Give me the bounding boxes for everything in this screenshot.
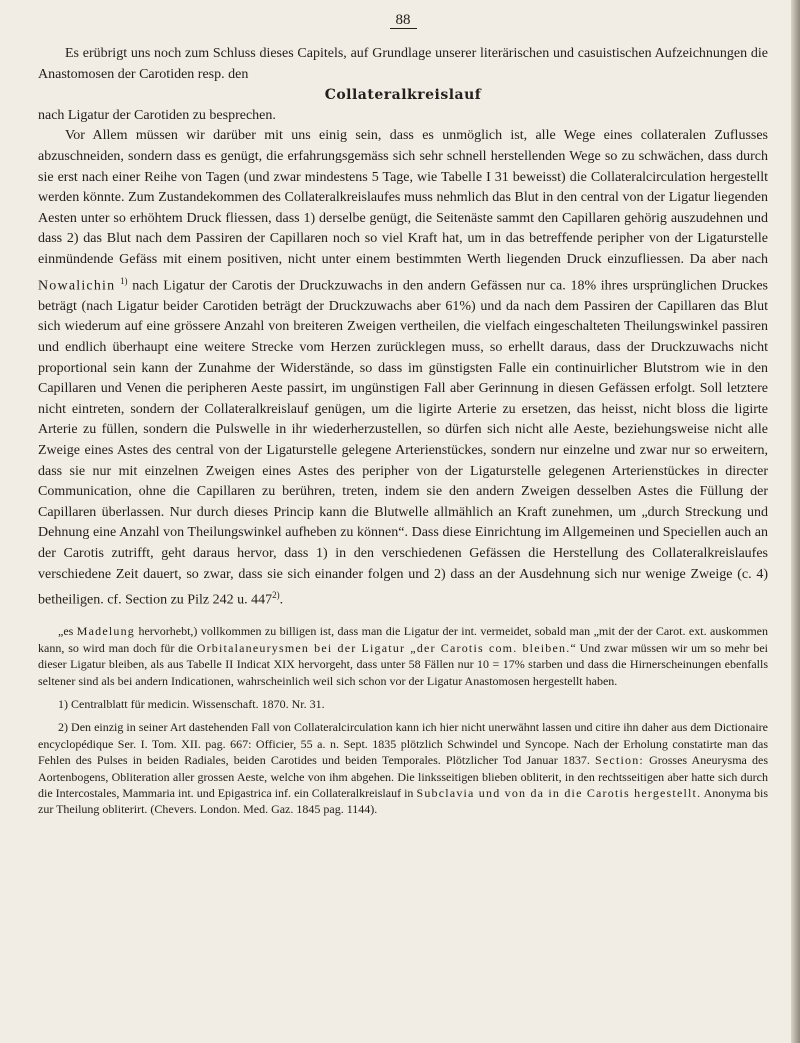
author-madelung: Madelung (76, 624, 136, 639)
footnote-2-p3: Anonyma bis zur Theilung obliterirt. (Chevers. London. Med. Gaz. 1845 pag. 1144). (38, 786, 769, 817)
footnote-continuation-p1: „es (58, 624, 77, 639)
footnote-2-spaced: Subclavia und von da in die Carotis hergestellt. (416, 786, 702, 800)
main-paragraph-part2: nach Ligatur der Carotis der Druckzuwachs in den andern Gefässen nur ca. 18% ihres ursprünglichen Druckes beträgt (nach Ligatur beider Carotiden beträgt der Druckzuwachs aber 61%) und da nach dem Passiren der Capillaren das Blut sich wiederum auf eine grössere Anzahl von breiteren Zweigen vertheilen, die vielfach eingeschalteten Theilungswinkel passiren und endlich überhaupt eine weitere Strecke vom Herzen zurücklegen muss, so erhellt daraus, dass der Druckzuwachs nicht proportional sein kann der Zunahme der Widerstände, so dass im günstigsten Falle ein continuirlicher Blutstrom wie in den Capillaren und Venen die peripheren Aeste passirt, im ungünstigen Fall aber Gerinnung in diesen Gefässen erfolgt. Soll letztere nicht eintreten, sondern der Collateralkreislauf genügen, um die ligirte Arterie zu ersetzen, das heisst, nicht bloss die ligirte Arterie zu füllen, sondern die Pulswelle in ihr wiederherzustellen, so dürfen sich nicht alle Aeste, beziehungsweise nicht alle Zweige eines Astes des central von der Ligaturstelle gelegene Arterienstückes, sondern nur einzelne und zwar nur so erweitern, dass sie nur mit einzelnen Zweigen eines Astes des peripher von der Ligaturstelle gelegenen Arterienstückes in directer Communication, ohne die Capillaren zu berühren, treten, indem sie den andern Zweigen desselben Astes die Füllung der Capillaren überlassen. Nur durch dieses Princip kann die Blutwelle allmählich an Kraft zunehmen, um „durch Streckung und Dehnung eine Anzahl von Theilungswinkel aufheben zu können“. Dass diese Einrichtung im Allgemeinen und Speciellen auch an der Carotis zutrifft, geht daraus hervor, dass 1) in den verschiedenen Gefässen die Herstellung des Collateralkreislaufes verschiedene Zeit dauert, so zwar, dass sie sich einander folgen und 2) dass an der Ausdehnung sich nur wenige Zweige (c. 4) betheiligen. cf. Section zu Pilz 242 u. 447 (38, 278, 768, 608)
footnote-continuation-p3: “ Und zwar müssen wir um so mehr bei dieser Ligatur bleiben, als aus Tabelle II Indicat XIX hervorgeht, dass unter 58 Fällen nur 10 = 17% starben und dass die Hirnerscheinungen ebenfalls seltener sind als bei andern Indicationen, wahrscheinlich weil sich schon vor der Ligatur Anastomosen hergestellt haben. (38, 640, 768, 688)
author-nowalichin: Nowalichin (38, 278, 116, 294)
main-paragraph (38, 126, 768, 611)
footnote-ref-2: 2) (272, 590, 280, 601)
footnote-continuation-p2: hervorhebt,) vollkommen zu billigen ist, dass man die Ligatur der int. vermeidet, sobald man „mit der der Carot. ext. auskommen kann, so wird man doch für die (38, 624, 768, 655)
footnote-2 (38, 719, 768, 817)
section-heading: Collateralkreislauf (324, 87, 482, 104)
main-paragraph-end: . (279, 592, 284, 608)
footnote-1: 1) Centralblatt für medicin. Wissenschaft. 1870. Nr. 31. (58, 696, 325, 711)
footnote-ref-1: 1) (120, 275, 128, 286)
footnote-2-p2: Grosses Aneurysma des Aortenbogens, Obliteration aller grossen Aeste, welche von ihm abgehen. Die linksseitigen blieben obliterit, in den rechtsseitigen aber hatte sich durch die Intercostales, Mammaria int. und Epigastrica inf. ein Collateralkreislauf in (38, 753, 768, 800)
main-text (38, 44, 768, 611)
footnote-2-p1: 2) Den einzig in seiner Art dastehenden Fall von Collateralcirculation kann ich hier nicht unerwähnt lassen und citire ihn daher aus dem Dictionaire encyclopédique Ser. I. Tom. XII. pag. 667: Officier, 55 a. n. Sept. 1835 plötzlich Schwindel und Syncope. Nach der Erholung constatirte man das Fehlen des Pulses in beiden Radiales, beiden Carotides und beiden Temporales. Plötzlicher Tod Januar 1837. (38, 720, 768, 768)
footnote-continuation (38, 623, 768, 689)
after-heading-text: nach Ligatur der Carotiden zu besprechen. (38, 107, 276, 123)
page-number (38, 10, 768, 30)
intro-paragraph: Es erübrigt uns noch zum Schluss dieses Capitels, auf Grundlage unserer literärischen und casuistischen Aufzeichnungen die Anastomosen der Carotiden resp. den (38, 46, 768, 82)
footnotes (38, 623, 768, 817)
footnote-continuation-spaced: Orbitalaneurysmen bei der Ligatur „der Carotis com. bleiben. (196, 640, 571, 655)
main-paragraph-part1: Vor Allem müssen wir darüber mit uns einig sein, dass es unmöglich ist, alle Wege eines collateralen Zuflusses abzuschneiden, sondern dass es genügt, die erfahrungsgemäss sich sehr schnell herstellenden Wege so zu schwächen, dass durch sie erst nach einer Reihe von Tagen (und zwar mindestens 5 Tage, wie Tabelle I 31 beweisst) die Collateralcirculation hergestellt werden könnte. Zum Zustandekommen des Collateralkreislaufes muss nehmlich das Blut in den central von der Ligatur liegenden Aesten unter so erhöhtem Druck fliessen, dass 1) derselbe genügt, die Seitenäste sammt den Capillaren gehörig auszudehnen und dass 2) das Blut nach dem Passiren der Capillaren noch so viel Kraft hat, um in das betreffende peripher von der Ligaturstelle einmündende Gefäss mit einem positiven, nicht unter einem bestimmten Werth liegenden Druck einzufliessen. Da aber nach (38, 128, 768, 267)
page-number-text: 88 (390, 12, 417, 29)
footnote-2-section-label: Section: (595, 753, 644, 768)
